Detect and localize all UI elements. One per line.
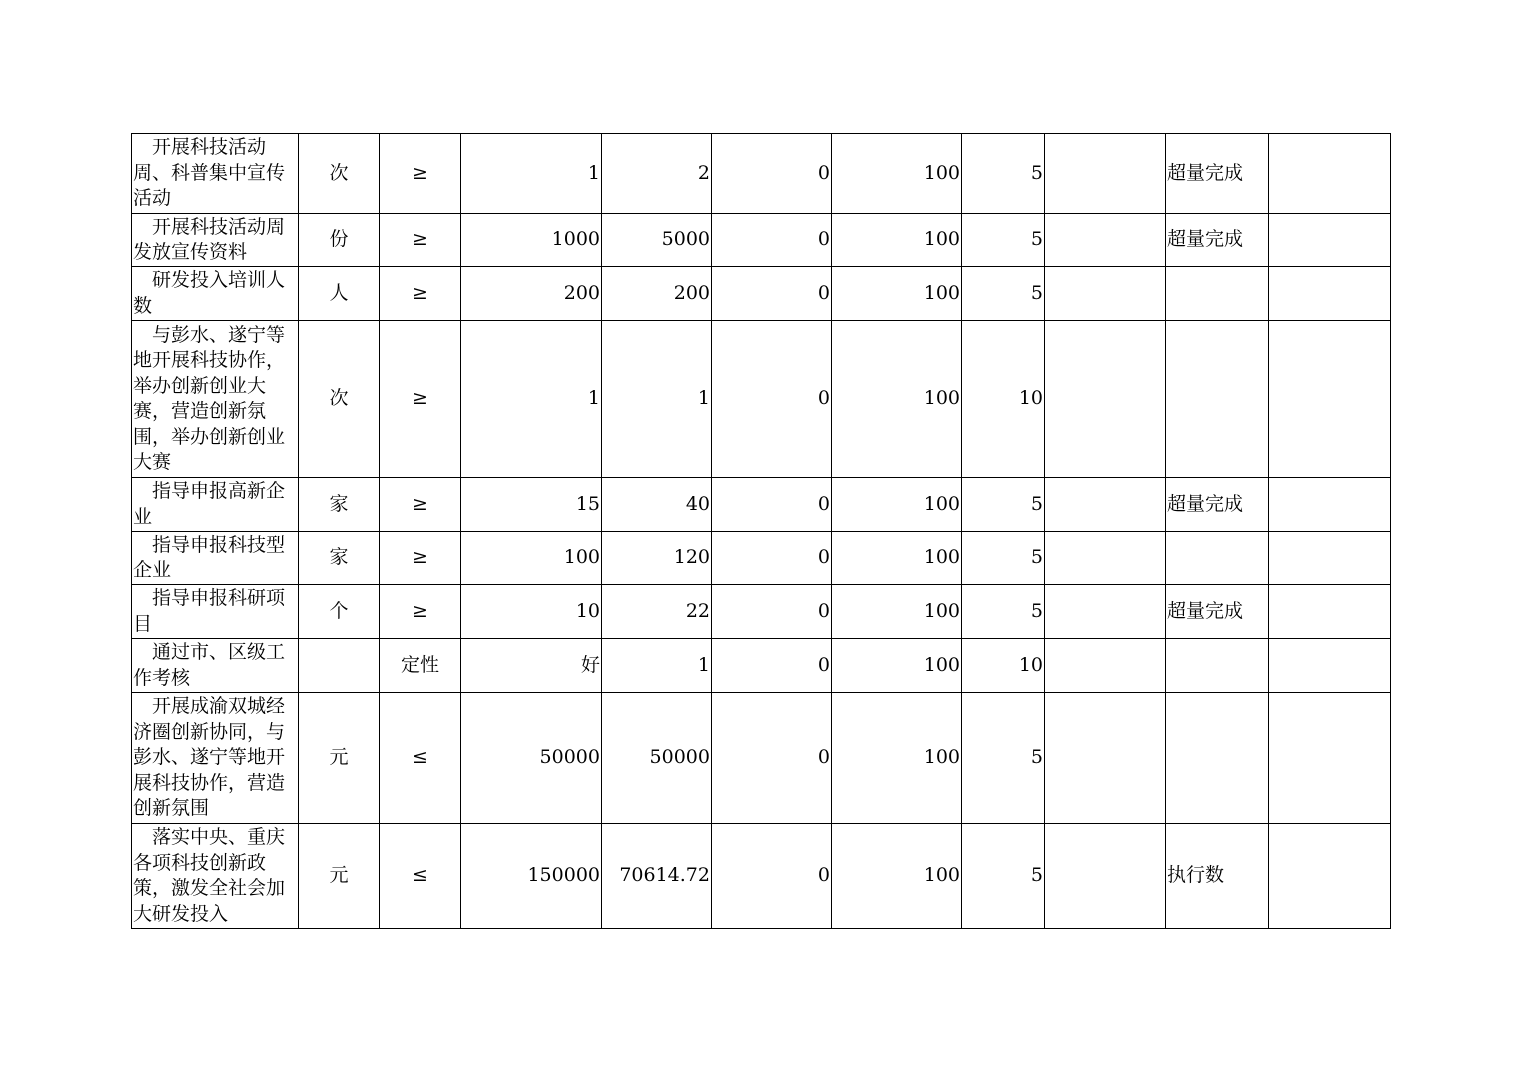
operator-cell: ≥ — [380, 585, 461, 639]
target-value-cell: 10 — [461, 585, 602, 639]
empty-cell — [1045, 532, 1166, 585]
operator-cell: 定性 — [380, 639, 461, 693]
empty-cell — [1269, 134, 1391, 214]
operator-cell: ≤ — [380, 693, 461, 824]
table-row — [132, 321, 1391, 478]
score-cell: 5 — [962, 585, 1045, 639]
note-cell — [1166, 532, 1269, 585]
note-cell: 超量完成 — [1166, 134, 1269, 214]
actual-value-cell: 120 — [602, 532, 712, 585]
value-cell: 100 — [832, 214, 962, 267]
empty-cell — [1269, 214, 1391, 267]
actual-value-cell: 2 — [602, 134, 712, 214]
empty-cell — [1269, 478, 1391, 532]
empty-cell — [1045, 693, 1166, 824]
value-cell: 0 — [712, 321, 832, 478]
target-value-cell: 15 — [461, 478, 602, 532]
indicator-name-cell: 开展成渝双城经济圈创新协同，与彭水、遂宁等地开展科技协作，营造创新氛围 — [132, 693, 299, 824]
unit-cell — [299, 639, 380, 693]
value-cell: 0 — [712, 824, 832, 929]
value-cell: 100 — [832, 824, 962, 929]
operator-cell: ≤ — [380, 824, 461, 929]
table-row — [132, 639, 1391, 693]
score-cell: 10 — [962, 639, 1045, 693]
target-value-cell: 200 — [461, 267, 602, 321]
table-row — [132, 585, 1391, 639]
value-cell: 0 — [712, 134, 832, 214]
value-cell: 100 — [832, 639, 962, 693]
target-value-cell: 1000 — [461, 214, 602, 267]
target-value-cell: 1 — [461, 134, 602, 214]
operator-cell: ≥ — [380, 532, 461, 585]
value-cell: 0 — [712, 693, 832, 824]
value-cell: 100 — [832, 321, 962, 478]
note-cell — [1166, 639, 1269, 693]
empty-cell — [1045, 267, 1166, 321]
value-cell: 0 — [712, 267, 832, 321]
value-cell: 0 — [712, 532, 832, 585]
note-cell: 执行数 — [1166, 824, 1269, 929]
actual-value-cell: 200 — [602, 267, 712, 321]
indicator-name-cell: 开展科技活动周、科普集中宣传活动 — [132, 134, 299, 214]
score-cell: 5 — [962, 478, 1045, 532]
actual-value-cell: 1 — [602, 639, 712, 693]
actual-value-cell: 50000 — [602, 693, 712, 824]
note-cell: 超量完成 — [1166, 478, 1269, 532]
operator-cell: ≥ — [380, 321, 461, 478]
actual-value-cell: 1 — [602, 321, 712, 478]
unit-cell: 次 — [299, 321, 380, 478]
value-cell: 0 — [712, 585, 832, 639]
indicator-name-cell: 通过市、区级工作考核 — [132, 639, 299, 693]
empty-cell — [1269, 532, 1391, 585]
value-cell: 100 — [832, 267, 962, 321]
empty-cell — [1045, 214, 1166, 267]
unit-cell: 家 — [299, 532, 380, 585]
empty-cell — [1269, 267, 1391, 321]
table-row — [132, 532, 1391, 585]
actual-value-cell: 5000 — [602, 214, 712, 267]
unit-cell: 个 — [299, 585, 380, 639]
table-row — [132, 214, 1391, 267]
operator-cell: ≥ — [380, 267, 461, 321]
note-cell — [1166, 321, 1269, 478]
empty-cell — [1045, 321, 1166, 478]
indicator-name-cell: 指导申报科技型企业 — [132, 532, 299, 585]
score-cell: 5 — [962, 532, 1045, 585]
note-cell: 超量完成 — [1166, 214, 1269, 267]
note-cell: 超量完成 — [1166, 585, 1269, 639]
unit-cell: 次 — [299, 134, 380, 214]
value-cell: 100 — [832, 134, 962, 214]
note-cell — [1166, 693, 1269, 824]
target-value-cell: 100 — [461, 532, 602, 585]
score-cell: 5 — [962, 267, 1045, 321]
note-cell — [1166, 267, 1269, 321]
empty-cell — [1045, 585, 1166, 639]
value-cell: 100 — [832, 478, 962, 532]
table-row — [132, 693, 1391, 824]
actual-value-cell: 40 — [602, 478, 712, 532]
actual-value-cell: 70614.72 — [602, 824, 712, 929]
operator-cell: ≥ — [380, 214, 461, 267]
empty-cell — [1269, 321, 1391, 478]
target-value-cell: 1 — [461, 321, 602, 478]
score-cell: 10 — [962, 321, 1045, 478]
actual-value-cell: 22 — [602, 585, 712, 639]
indicator-name-cell: 落实中央、重庆各项科技创新政策，激发全社会加大研发投入 — [132, 824, 299, 929]
table-row — [132, 134, 1391, 214]
score-cell: 5 — [962, 693, 1045, 824]
indicator-name-cell: 与彭水、遂宁等地开展科技协作，举办创新创业大赛，营造创新氛围，举办创新创业大赛 — [132, 321, 299, 478]
value-cell: 0 — [712, 478, 832, 532]
performance-table — [131, 133, 1391, 929]
table-row — [132, 824, 1391, 929]
empty-cell — [1045, 824, 1166, 929]
unit-cell: 份 — [299, 214, 380, 267]
table-row — [132, 267, 1391, 321]
indicator-name-cell: 指导申报科研项目 — [132, 585, 299, 639]
empty-cell — [1269, 639, 1391, 693]
value-cell: 100 — [832, 585, 962, 639]
empty-cell — [1269, 585, 1391, 639]
table-row — [132, 478, 1391, 532]
empty-cell — [1269, 824, 1391, 929]
empty-cell — [1045, 639, 1166, 693]
empty-cell — [1269, 693, 1391, 824]
operator-cell: ≥ — [380, 478, 461, 532]
unit-cell: 家 — [299, 478, 380, 532]
empty-cell — [1045, 478, 1166, 532]
score-cell: 5 — [962, 214, 1045, 267]
score-cell: 5 — [962, 134, 1045, 214]
operator-cell: ≥ — [380, 134, 461, 214]
value-cell: 0 — [712, 639, 832, 693]
table-body — [132, 134, 1391, 929]
value-cell: 100 — [832, 693, 962, 824]
value-cell: 0 — [712, 214, 832, 267]
target-value-cell: 50000 — [461, 693, 602, 824]
indicator-name-cell: 研发投入培训人数 — [132, 267, 299, 321]
indicator-name-cell: 指导申报高新企业 — [132, 478, 299, 532]
value-cell: 100 — [832, 532, 962, 585]
target-value-cell: 好 — [461, 639, 602, 693]
unit-cell: 元 — [299, 693, 380, 824]
target-value-cell: 150000 — [461, 824, 602, 929]
empty-cell — [1045, 134, 1166, 214]
indicator-name-cell: 开展科技活动周发放宣传资料 — [132, 214, 299, 267]
unit-cell: 元 — [299, 824, 380, 929]
score-cell: 5 — [962, 824, 1045, 929]
unit-cell: 人 — [299, 267, 380, 321]
